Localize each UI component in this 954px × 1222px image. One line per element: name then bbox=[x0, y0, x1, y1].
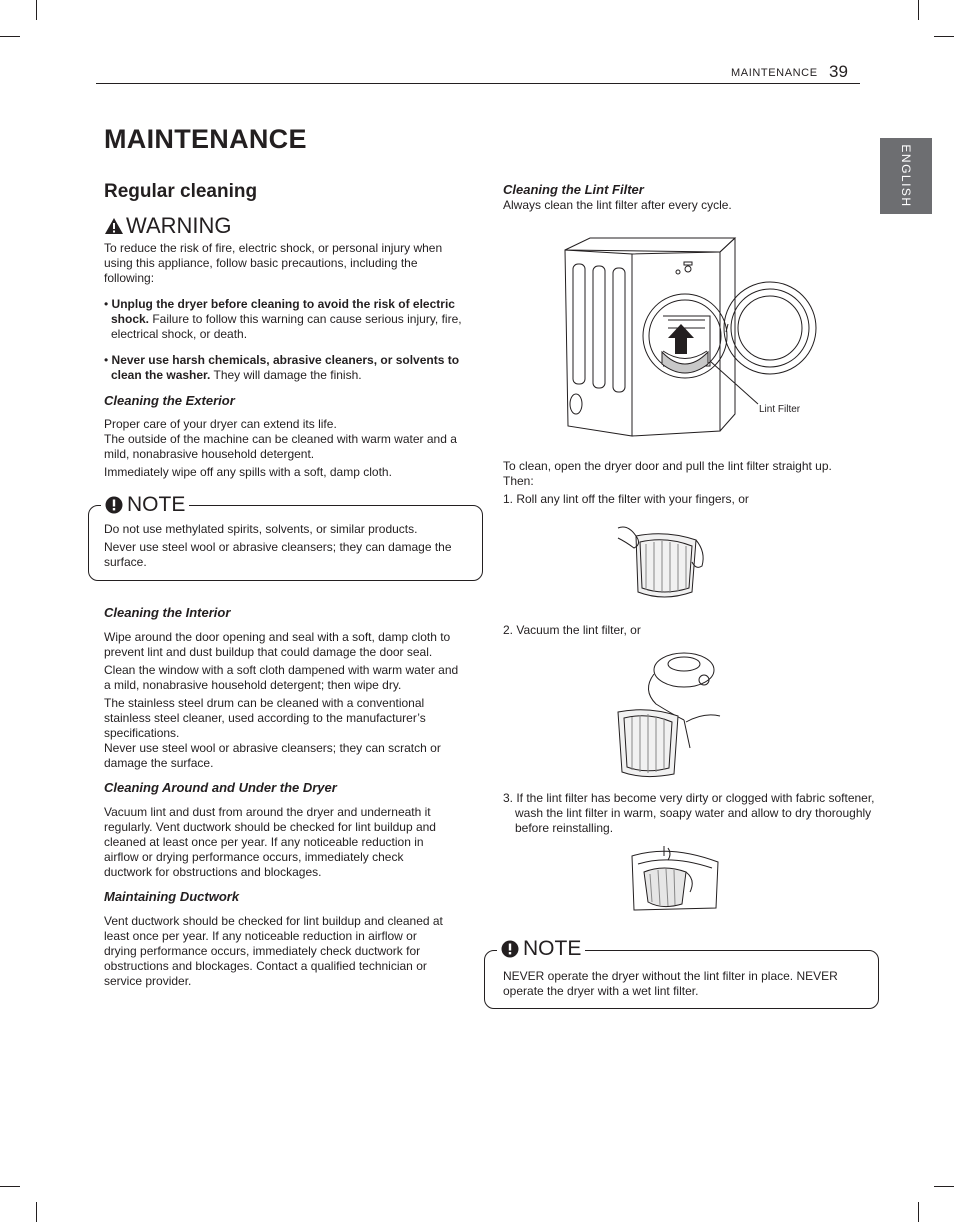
language-tab-label: ENGLISH bbox=[899, 144, 913, 208]
paragraph: The outside of the machine can be cleaned with warm water and a mild, nonabrasive household detergent. bbox=[104, 432, 457, 461]
exterior-text bbox=[104, 417, 466, 483]
subheading-lint-filter: Cleaning the Lint Filter bbox=[503, 182, 644, 197]
warning-label: WARNING bbox=[126, 213, 232, 238]
section-heading-regular-cleaning: Regular cleaning bbox=[104, 181, 258, 202]
warning-intro: To reduce the risk of fire, electric shock, or personal injury when using this appliance, follow basic precautions, including the following: bbox=[104, 241, 443, 285]
warning-bullet-bold: Never use harsh chemicals, abrasive cleaners, or solvents to clean the washer. bbox=[111, 353, 460, 382]
around-text: Vacuum lint and dust from around the dryer and underneath it regularly. Vent ductwork should be checked for lint buildup and cleaned at least once per year. If any noticeable reduction in airflow or drying performance occurs, immediately check ductwork for obstructions and blockages. bbox=[104, 805, 436, 879]
note-label: NOTE bbox=[127, 493, 186, 516]
subheading-interior: Cleaning the Interior bbox=[104, 605, 231, 620]
crop-mark bbox=[918, 1202, 919, 1222]
paragraph: Immediately wipe off any spills with a soft, damp cloth. bbox=[104, 465, 392, 479]
filter-wash-illustration bbox=[630, 842, 720, 914]
interior-text bbox=[104, 630, 466, 774]
paragraph: Proper care of your dryer can extend its life. bbox=[104, 417, 337, 431]
paragraph: Never use steel wool or abrasive cleansers; they can damage the surface. bbox=[104, 540, 452, 569]
page-number: 39 bbox=[829, 62, 848, 81]
subheading-exterior: Cleaning the Exterior bbox=[104, 393, 235, 408]
note-heading bbox=[101, 493, 189, 517]
crop-mark bbox=[0, 36, 20, 37]
header-rule bbox=[96, 83, 860, 84]
paragraph: Never use steel wool or abrasive cleansers; they can scratch or damage the surface. bbox=[104, 741, 441, 770]
warning-bullet-text: Failure to follow this warning can cause serious injury, fire, electrical shock, or death. bbox=[111, 312, 462, 341]
paragraph: The stainless steel drum can be cleaned with a conventional stainless steel cleaner, used according to the manufacturer’s specifications. bbox=[104, 696, 426, 740]
subheading-around-under: Cleaning Around and Under the Dryer bbox=[104, 780, 337, 795]
note-body bbox=[104, 522, 466, 573]
subheading-ductwork: Maintaining Ductwork bbox=[104, 889, 240, 904]
lint-filter-instructions: To clean, open the dryer door and pull the lint filter straight up. Then: bbox=[503, 459, 832, 488]
note-heading bbox=[497, 937, 585, 961]
lint-filter-intro: Always clean the lint filter after every cycle. bbox=[503, 198, 732, 212]
crop-mark bbox=[0, 1186, 20, 1187]
warning-bullet-text: They will damage the finish. bbox=[210, 368, 362, 382]
exclamation-circle-icon bbox=[105, 496, 123, 514]
crop-mark bbox=[36, 0, 37, 20]
crop-mark bbox=[36, 1202, 37, 1222]
filter-roll-illustration bbox=[616, 522, 708, 604]
note-body bbox=[503, 969, 865, 1002]
crop-mark bbox=[934, 36, 954, 37]
paragraph: Wipe around the door opening and seal with a soft, damp cloth to prevent lint and dust buildup that could damage the door seal. bbox=[104, 630, 451, 659]
warning-triangle-icon bbox=[104, 217, 124, 235]
paragraph: Do not use methylated spirits, solvents, or similar products. bbox=[104, 522, 418, 536]
warning-bullet: • Never use harsh chemicals, abrasive cleaners, or solvents to clean the washer. They will damage the finish. bbox=[104, 353, 460, 382]
crop-mark bbox=[934, 1186, 954, 1187]
exclamation-circle-icon bbox=[501, 940, 519, 958]
warning-heading bbox=[104, 213, 232, 239]
lint-filter-step-2: 2. Vacuum the lint filter, or bbox=[503, 623, 641, 637]
language-tab bbox=[880, 138, 932, 214]
vacuum-illustration bbox=[614, 650, 724, 778]
running-header-section: MAINTENANCE bbox=[731, 67, 818, 79]
page-title: MAINTENANCE bbox=[104, 124, 307, 154]
lint-filter-callout: Lint Filter bbox=[759, 404, 801, 415]
note-label: NOTE bbox=[523, 937, 582, 960]
paragraph: NEVER operate the dryer without the lint filter in place. NEVER operate the dryer with a wet lint filter. bbox=[503, 969, 838, 998]
lint-filter-step-3: 3. If the lint filter has become very dirty or clogged with fabric softener, wash the lint filter in warm, soapy water and allow to dry thoroughly before reinstalling. bbox=[503, 791, 875, 835]
lint-filter-step-1: 1. Roll any lint off the filter with your fingers, or bbox=[503, 492, 749, 506]
warning-bullet: • Unplug the dryer before cleaning to avoid the risk of electric shock. Failure to follow this warning can cause serious injury, fire, electrical shock, or death. bbox=[104, 297, 462, 341]
paragraph: Clean the window with a soft cloth dampened with warm water and a mild, nonabrasive household detergent; then wipe dry. bbox=[104, 663, 459, 692]
crop-mark bbox=[918, 0, 919, 20]
ductwork-text: Vent ductwork should be checked for lint buildup and cleaned at least once per year. If any noticeable reduction in airflow or drying performance occurs, immediately check ductwork for obstructions and blockages. Contact a qualified technician or service provider. bbox=[104, 914, 443, 988]
warning-bullet-bold: Unplug the dryer before cleaning to avoid the risk of electric shock. bbox=[111, 297, 455, 326]
